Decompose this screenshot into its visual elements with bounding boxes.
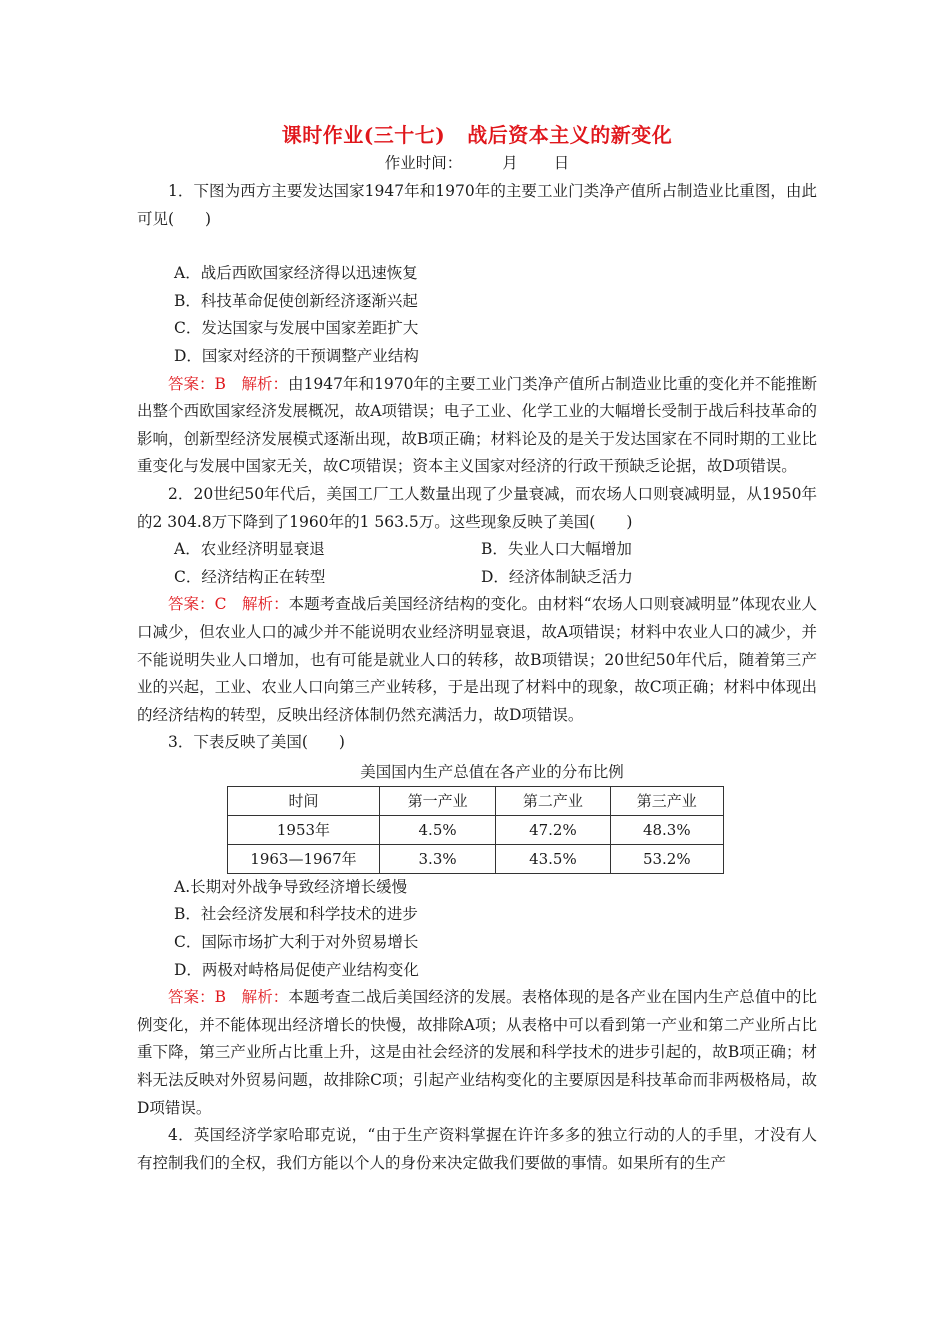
table-header-cell: 时间 [228,786,380,815]
question-2-stem: 2．20世纪50年代后，美国工厂工人数量出现了少量衰减，而农场人口则衰减明显，从1950年的2 304.8万下降到了1960年的1 563.5万。这些现象反映了美国( ) [137,484,817,531]
question-1-option-d: D．国家对经济的干预调整产业结构 [174,346,419,365]
question-2-options-row-2 [137,564,817,592]
table-header-row [228,786,724,815]
table-cell: 48.3% [610,815,723,844]
question-3-option-b: B．社会经济发展和科学技术的进步 [174,905,418,924]
question-1-option-b: B．科技革命促使创新经济逐渐兴起 [174,291,418,310]
question-2-option-d: D．经济体制缺乏活力 [481,567,633,586]
question-2-option-c: C．经济结构正在转型 [174,567,326,586]
date-day: 日 [553,154,570,172]
table-cell: 1953年 [228,815,380,844]
table-cell: 47.2% [496,815,610,844]
date-month: 月 [502,154,518,172]
question-3-table-caption: 美国国内生产总值在各产业的分布比例 [360,762,624,781]
table-cell: 3.3% [379,844,495,873]
question-2-option-a: A．农业经济明显衰退 [174,540,325,559]
table-row [228,844,724,873]
table-header-cell: 第一产业 [379,786,495,815]
question-1-option-a: A．战后西欧国家经济得以迅速恢复 [174,264,418,283]
question-3-option-d: D．两极对峙格局促使产业结构变化 [174,960,419,979]
title-sub: 战后资本主义的新变化 [467,123,673,147]
question-1-answer-label: 答案：B 解析： [168,374,289,393]
table-header-cell: 第二产业 [496,786,610,815]
question-1-option-c: C．发达国家与发展中国家差距扩大 [174,319,419,338]
gdp-distribution-table [227,786,724,874]
table-cell: 1963—1967年 [228,844,380,873]
question-1-answer [137,371,817,481]
question-2-answer-label: 答案：C 解析： [168,595,289,614]
question-2-answer [137,591,817,729]
question-3-answer [137,984,817,1122]
question-3-answer-label: 答案：B 解析： [168,988,289,1007]
title-main: 课时作业(三十七) [281,123,446,147]
table-cell: 53.2% [610,844,723,873]
date-label: 作业时间： [384,154,463,172]
table-cell: 43.5% [496,844,610,873]
question-1-figure-placeholder [137,233,817,260]
question-1-stem: 1．下图为西方主要发达国家1947年和1970年的主要工业门类净产值所占制造业比重图，由此可见( ) [137,182,817,228]
question-3-option-c: C．国际市场扩大利于对外贸易增长 [174,933,419,952]
page-title [137,120,817,150]
document-page [137,120,817,1177]
question-1-answer-text: 由1947年和1970年的主要工业门类净产值所占制造业比重的变化并不能推断出整个西欧国家经济发展概况，故A项错误；电子工业、化学工业的大幅增长受制于战后科技革命的影响，创新型经济发展模式逐渐出现，故B项正确；材料论及的是关于发达国家在不同时期的工业比重变化与发展中国家无关，故C项错误；资本主义国家对经济的行政干预缺乏论据，故D项错误。 [137,374,817,476]
question-2-option-b: B．失业人口大幅增加 [481,540,632,559]
question-3-option-a: A.长期对外战争导致经济增长缓慢 [174,877,408,896]
question-4-stem: 4．英国经济学家哈耶克说，“由于生产资料掌握在许许多多的独立行动的人的手里，才没有人有控制我们的全权，我们方能以个人的身份来决定做我们要做的事情。如果所有的生产 [137,1126,817,1172]
question-2-options-row-1 [137,536,817,564]
table-cell: 4.5% [379,815,495,844]
table-row [228,815,724,844]
question-3-stem: 3．下表反映了美国( ) [168,733,345,752]
table-header-cell: 第三产业 [610,786,723,815]
assignment-date-line [137,150,817,176]
question-2-answer-text: 本题考查战后美国经济结构的变化。由材料“农场人口则衰减明显”体现农业人口减少，但农业人口的减少并不能说明农业经济明显衰退，故A项错误；材料中农业人口的减少，并不能说明失业人口增加，也有可能是就业人口的转移，故B项错误；20世纪50年代后，随着第三产业的兴起，工业、农业人口向第三产业转移，于是出现了材料中的现象，故C项正确；材料中体现出的经济结构的转型，反映出经济体制仍然充满活力，故D项错误。 [137,595,817,724]
question-3-answer-text: 本题考查二战后美国经济的发展。表格体现的是各产业在国内生产总值中的比例变化，并不能体现出经济增长的快慢，故排除A项；从表格中可以看到第一产业和第二产业所占比重下降，第三产业所占比重上升，这是由社会经济的发展和科学技术的进步引起的，故B项正确；材料无法反映对外贸易问题，故排除C项；引起产业结构变化的主要原因是科技革命而非两极格局，故D项错误。 [137,988,817,1117]
